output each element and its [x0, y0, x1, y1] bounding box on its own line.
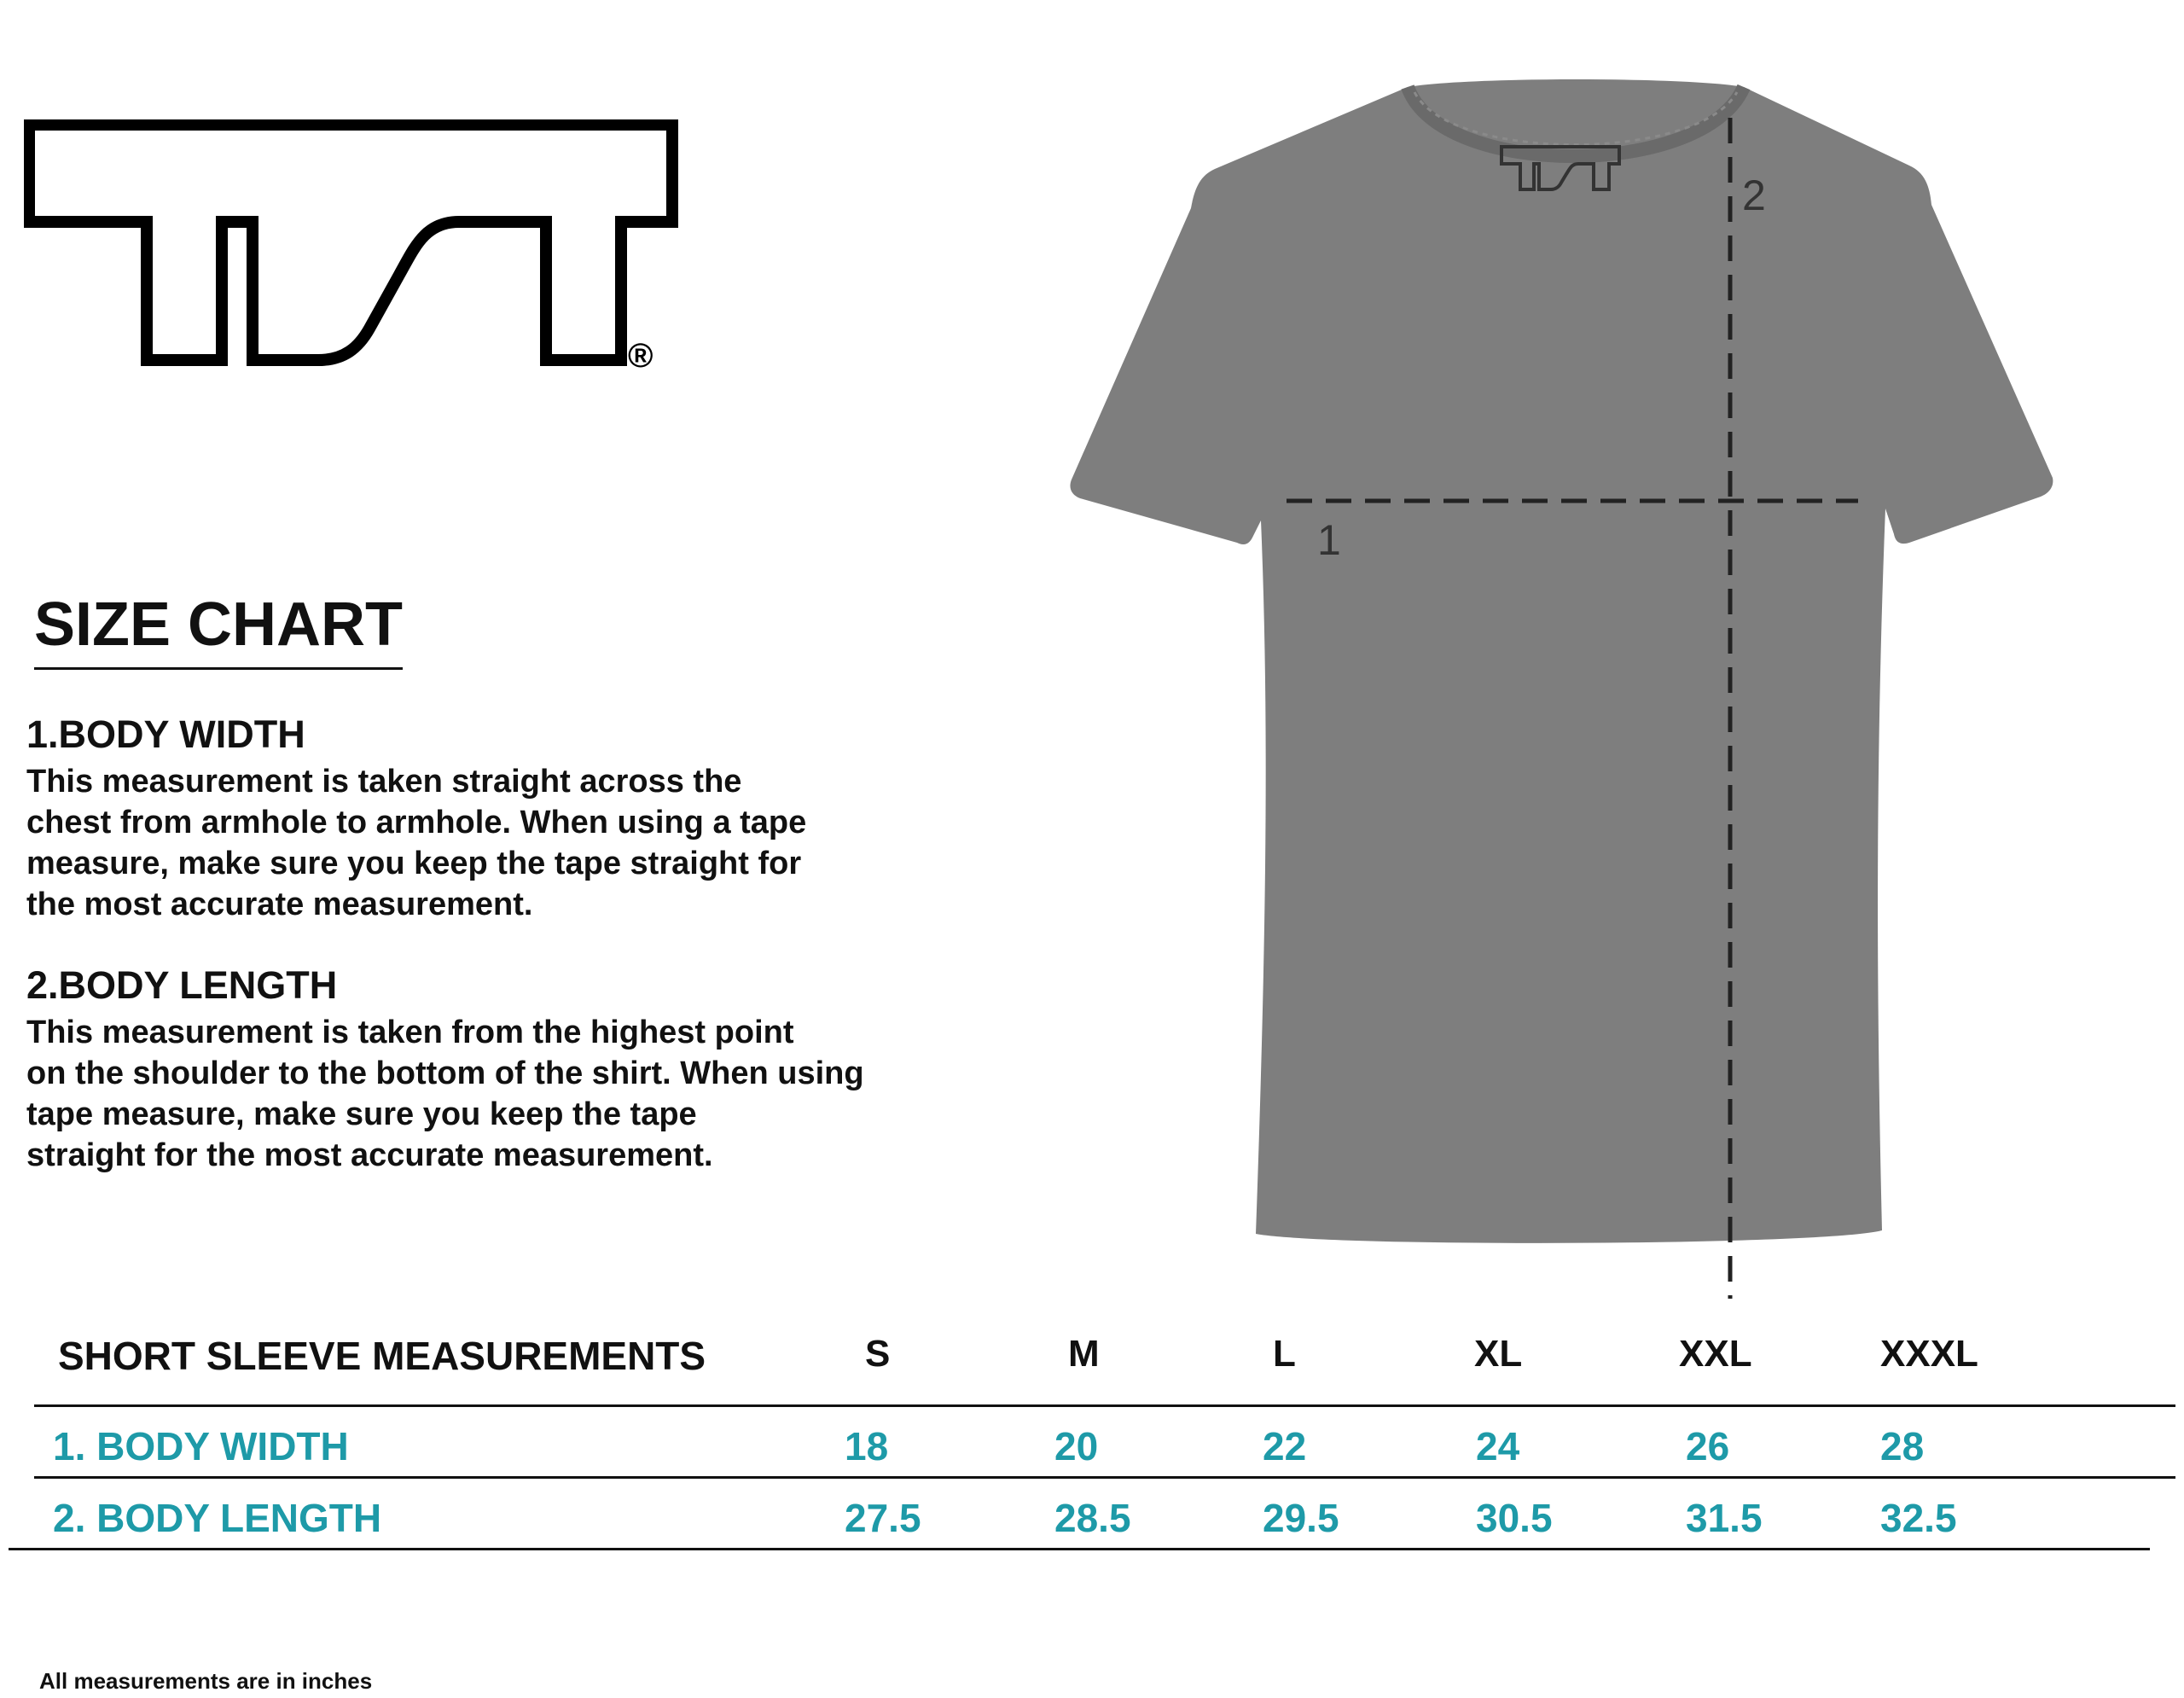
section-heading: 1.BODY WIDTH	[26, 712, 305, 756]
width-marker: 1	[1317, 516, 1341, 564]
table-cell: 26	[1686, 1424, 1730, 1468]
section-body-width	[26, 713, 948, 925]
length-marker: 2	[1742, 172, 1766, 219]
registered-mark: ®	[628, 337, 653, 375]
table-header-label: SHORT SLEEVE MEASUREMENTS	[58, 1334, 706, 1378]
section-heading: 2.BODY LENGTH	[26, 963, 338, 1007]
footnote: All measurements are in inches	[39, 1668, 373, 1694]
table-cell: 31.5	[1686, 1496, 1763, 1540]
tshirt-diagram	[1056, 77, 2063, 1323]
tnt-logo	[24, 119, 681, 375]
table-cell: 32.5	[1880, 1496, 1957, 1540]
table-cell: 29.5	[1263, 1496, 1339, 1540]
table-rule	[34, 1404, 2175, 1407]
size-header: XXXL	[1880, 1333, 1978, 1375]
table-rule	[34, 1476, 2175, 1479]
size-header: XXL	[1679, 1333, 1752, 1375]
row-label: 1. BODY WIDTH	[53, 1424, 349, 1468]
table-cell: 27.5	[845, 1496, 921, 1540]
size-header: M	[1068, 1333, 1100, 1375]
table-cell: 22	[1263, 1424, 1307, 1468]
section-text: This measurement is taken from the highest point on the shoulder to the bottom of the shirt. When using tape measure, make sure you keep the tape straight for the most accurate measurement.	[26, 1014, 864, 1173]
size-header: S	[865, 1333, 891, 1375]
table-cell: 24	[1476, 1424, 1520, 1468]
tshirt-shape	[1070, 79, 2053, 1243]
table-rule	[9, 1548, 2150, 1550]
section-text: This measurement is taken straight across the chest from armhole to armhole. When using a tape measure, make sure you keep the tape straight for the most accurate measurement.	[26, 763, 807, 922]
table-cell: 20	[1054, 1424, 1099, 1468]
title-underline	[34, 667, 403, 670]
size-header: L	[1273, 1333, 1296, 1375]
section-body-length	[26, 964, 948, 1176]
table-cell: 28	[1880, 1424, 1925, 1468]
table-cell: 18	[845, 1424, 889, 1468]
page-title: SIZE CHART	[34, 590, 403, 659]
table-cell: 30.5	[1476, 1496, 1553, 1540]
row-label: 2. BODY LENGTH	[53, 1496, 382, 1540]
table-cell: 28.5	[1054, 1496, 1131, 1540]
size-header: XL	[1474, 1333, 1523, 1375]
